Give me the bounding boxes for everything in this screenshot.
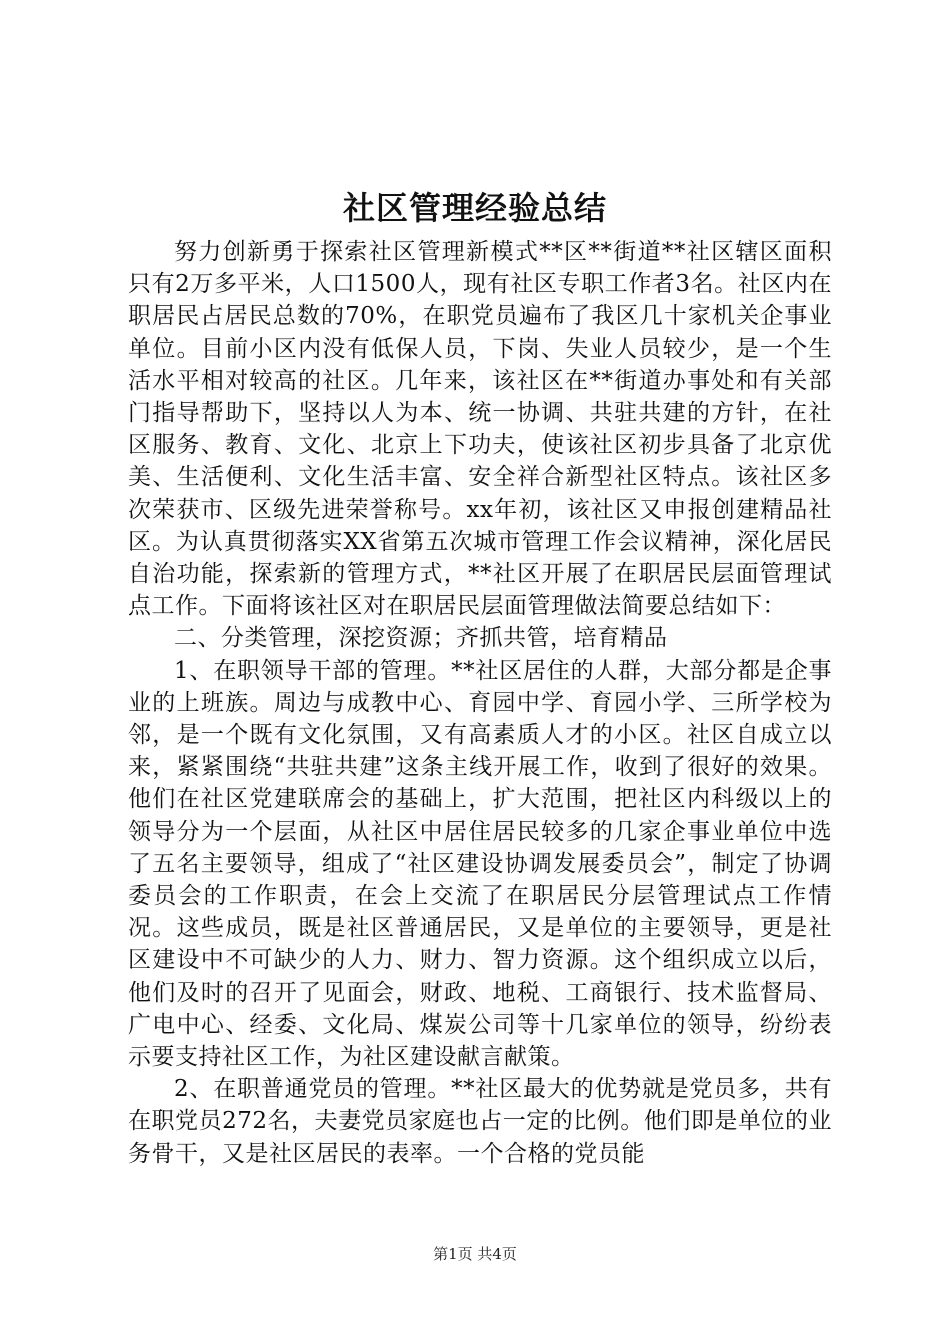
body-paragraph: 1、在职领导干部的管理。**社区居住的人群，大部分都是企事业的上班族。周边与成教中心、育园中学、育园小学、三所学校为邻，是一个既有文化氛围，又有高素质人才的小区。社区自成立以来，紧紧围绕“共驻共建”这条主线开展工作，收到了很好的效果。他们在社区党建联席会的基础上，扩大范围，把社区内科级以上的领导分为一个层面，从社区中居住居民较多的几家企事业单位中选了五名主要领导，组成了“社区建设协调发展委员会”，制定了协调委员会的工作职责，在会上交流了在职居民分层管理试点工作情况。这些成员，既是社区普通居民，又是单位的主要领导，更是社区建设中不可缺少的人力、财力、智力资源。这个组织成立以后，他们及时的召开了见面会，财政、地税、工商银行、技术监督局、广电中心、经委、文化局、煤炭公司等十几家单位的领导，纷纷表示要支持社区工作，为社区建设献言献策。 [128,657,832,1071]
page-number-footer: 第1页 共4页 [433,1245,517,1263]
document-body [128,236,832,1170]
section-heading: 二、分类管理，深挖资源；齐抓共管，培育精品 [174,625,668,652]
document-title: 社区管理经验总结 [342,189,607,227]
body-paragraph: 2、在职普通党员的管理。**社区最大的优势就是党员多，共有在职党员272名，夫妻党员家庭也占一定的比例。他们即是单位的业务骨干，又是社区居民的表率。一个合格的党员能 [128,1076,832,1167]
body-paragraph: 努力创新勇于探索社区管理新模式**区**街道**社区辖区面积只有2万多平米，人口1500人，现有社区专职工作者3名。社区内在职居民占居民总数的70%，在职党员遍布了我区几十家机关企事业单位。目前小区内没有低保人员，下岗、失业人员较少，是一个生活水平相对较高的社区。几年来，该社区在**街道办事处和有关部门指导帮助下，坚持以人为本、统一协调、共驻共建的方针，在社区服务、教育、文化、北京上下功夫，使该社区初步具备了北京优美、生活便利、文化生活丰富、安全祥合新型社区特点。该社区多次荣获市、区级先进荣誉称号。xx年初，该社区又申报创建精品社区。为认真贯彻落实XX省第五次城市管理工作会议精神，深化居民自治功能，探索新的管理方式，**社区开展了在职居民层面管理试点工作。下面将该社区对在职居民层面管理做法简要总结如下： [128,239,832,620]
